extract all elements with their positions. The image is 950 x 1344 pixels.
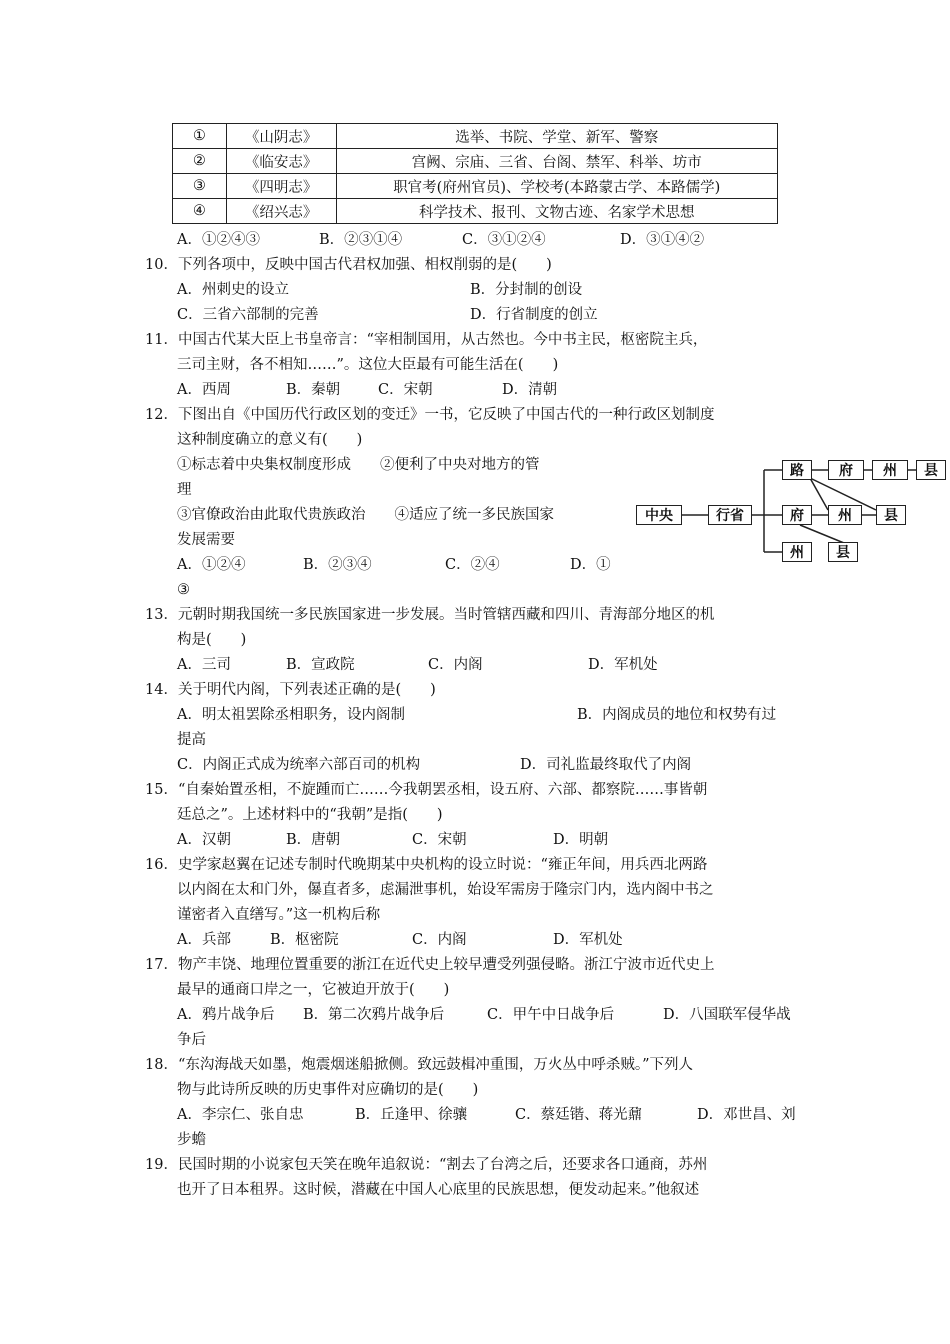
q17-option-b: B．第二次鸦片战争后 [303, 1007, 445, 1023]
q13-option-a: A．三司 [177, 657, 231, 673]
row-number: ① [173, 124, 227, 149]
xian-box-top: 县 [916, 460, 946, 480]
fu-box-middle: 府 [782, 505, 812, 525]
q12-option-a: A．①②④ [177, 557, 246, 573]
q14-option-a: A．明太祖罢除丞相职务，设内阁制 [177, 707, 405, 723]
q13-stem-line1: 13．元朝时期我国统一多民族国家进一步发展。当时管辖西藏和四川、青海部分地区的机 [145, 607, 715, 623]
q19-stem-line2: 也开了日本租界。这时候，潜藏在中国人心底里的民族思想，便发动起来。”他叙述 [177, 1182, 700, 1198]
zhou-box-top: 州 [872, 460, 908, 480]
lu-box: 路 [782, 460, 812, 480]
q19-stem-line1: 19．民国时期的小说家包天笑在晚年追叙说：“割去了台湾之后，还要求各口通商，苏州 [145, 1157, 708, 1173]
book-content: 科学技术、报刊、文物古迹、名家学术思想 [336, 199, 777, 224]
q11-option-c: C．宋朝 [378, 382, 433, 398]
table-row [173, 174, 778, 199]
q18-option-d: D．邓世昌、刘 [697, 1107, 796, 1123]
table-row [173, 199, 778, 224]
admin-division-diagram [632, 450, 946, 570]
book-title: 《山阴志》 [226, 124, 336, 149]
q14-option-b-cont: 提高 [177, 732, 206, 748]
q16-option-c: C．内阁 [412, 932, 467, 948]
q16-option-a: A．兵部 [177, 932, 231, 948]
q18-option-c: C．蔡廷锴、蒋光鼐 [515, 1107, 643, 1123]
zhou-box-middle: 州 [828, 505, 862, 525]
book-title: 《绍兴志》 [226, 199, 336, 224]
q12-option-d: D．① [570, 557, 611, 573]
q17-option-d: D．八国联军侵华战 [663, 1007, 791, 1023]
q12-option-b: B．②③④ [303, 557, 372, 573]
row-number: ④ [173, 199, 227, 224]
q15-option-d: D．明朝 [553, 832, 609, 848]
q15-option-b: B．唐朝 [286, 832, 341, 848]
book-content: 宫阙、宗庙、三省、台阁、禁军、科举、坊市 [336, 149, 777, 174]
q17-option-a: A．鸦片战争后 [177, 1007, 275, 1023]
q18-option-b: B．丘逢甲、徐骧 [355, 1107, 468, 1123]
q11-option-d: D．清朝 [502, 382, 558, 398]
xian-box-middle: 县 [876, 505, 906, 525]
q12-option-d-cont: ③ [177, 582, 190, 598]
q9-option-a: A．①②④③ [177, 232, 260, 248]
zhou-box-bottom: 州 [782, 542, 812, 562]
table-row [173, 124, 778, 149]
q17-stem-line2: 最早的通商口岸之一，它被迫开放于( ) [177, 982, 450, 998]
central-government-box: 中央 [636, 505, 682, 525]
row-number: ③ [173, 174, 227, 199]
q14-stem: 14．关于明代内阁，下列表述正确的是( ) [145, 682, 436, 698]
local-gazetteer-table [172, 123, 778, 224]
q16-option-d: D．军机处 [553, 932, 623, 948]
q18-stem-line2: 物与此诗所反映的历史事件对应确切的是( ) [177, 1082, 479, 1098]
q14-option-d: D．司礼监最终取代了内阁 [520, 757, 692, 773]
q9-option-b: B．②③①④ [319, 232, 403, 248]
q11-stem-line2: 三司主财，各不相知……”。这位大臣最有可能生活在( ) [177, 357, 559, 373]
q9-option-c: C．③①②④ [462, 232, 546, 248]
q12-option-c: C．②④ [445, 557, 500, 573]
q13-stem-line2: 构是( ) [177, 632, 247, 648]
q12-statement-line1: ①标志着中央集权制度形成 ②便利了中央对地方的管 [177, 457, 540, 473]
q15-stem-line2: 廷总之”。上述材料中的“我朝”是指( ) [177, 807, 443, 823]
q17-option-c: C．甲午中日战争后 [487, 1007, 615, 1023]
q17-stem-line1: 17．物产丰饶、地理位置重要的浙江在近代史上较早遭受列强侵略。浙江宁波市近代史上 [145, 957, 715, 973]
q9-option-d: D．③①④② [620, 232, 705, 248]
q15-option-a: A．汉朝 [177, 832, 231, 848]
q11-option-b: B．秦朝 [286, 382, 341, 398]
q10-stem: 10．下列各项中，反映中国古代君权加强、相权削弱的是( ) [145, 257, 552, 273]
book-title: 《四明志》 [226, 174, 336, 199]
q11-option-a: A．西周 [177, 382, 231, 398]
q17-option-d-cont: 争后 [177, 1032, 206, 1048]
q16-stem-line2: 以内阁在太和门外，儤直者多，虑漏泄事机，始设军需房于隆宗门内，选内阁中书之 [177, 882, 714, 898]
q13-option-b: B．宣政院 [286, 657, 355, 673]
book-title: 《临安志》 [226, 149, 336, 174]
q10-option-a: A．州刺史的设立 [177, 282, 289, 298]
q10-option-d: D．行省制度的创立 [470, 307, 598, 323]
q18-option-a: A．李宗仁、张自忠 [177, 1107, 304, 1123]
q18-stem-line1: 18．“东沟海战天如墨，炮震烟迷船掀侧。致远鼓楫冲重围，万火丛中呼杀贼。”下列人 [145, 1057, 694, 1073]
q13-option-c: C．内阁 [428, 657, 483, 673]
q13-option-d: D．军机处 [588, 657, 658, 673]
fu-box-top: 府 [828, 460, 864, 480]
table-row [173, 149, 778, 174]
q12-statement-line3: ③官僚政治由此取代贵族政治 ④适应了统一多民族国家 [177, 507, 554, 523]
q16-stem-line3: 谨密者入直缮写。”这一机构后称 [177, 907, 381, 923]
q12-stem-line2: 这种制度确立的意义有( ) [177, 432, 363, 448]
q11-stem-line1: 11．中国古代某大臣上书皇帝言：“宰相制国用，从古然也。今中书主民，枢密院主兵， [145, 332, 708, 348]
q16-option-b: B．枢密院 [270, 932, 339, 948]
province-box: 行省 [708, 505, 752, 525]
q14-option-b: B．内阁成员的地位和权势有过 [577, 707, 777, 723]
q12-stem-line1: 12．下图出自《中国历代行政区划的变迁》一书，它反映了中国古代的一种行政区划制度 [145, 407, 715, 423]
row-number: ② [173, 149, 227, 174]
q18-option-d-cont: 步蟾 [177, 1132, 206, 1148]
q15-stem-line1: 15．“自秦始置丞相，不旋踵而亡……今我朝罢丞相，设五府、六部、都察院……事皆朝 [145, 782, 708, 798]
book-content: 职官考(府州官员)、学校考(本路蒙古学、本路儒学) [336, 174, 777, 199]
q15-option-c: C．宋朝 [412, 832, 467, 848]
q12-statement-line4: 发展需要 [177, 532, 235, 548]
q16-stem-line1: 16．史学家赵翼在记述专制时代晚期某中央机构的设立时说：“雍正年间，用兵西北两路 [145, 857, 708, 873]
book-content: 选举、书院、学堂、新军、警察 [336, 124, 777, 149]
q10-option-c: C．三省六部制的完善 [177, 307, 319, 323]
q10-option-b: B．分封制的创设 [470, 282, 583, 298]
xian-box-bottom: 县 [828, 542, 858, 562]
q12-statement-line2: 理 [177, 482, 192, 498]
q14-option-c: C．内阁正式成为统率六部百司的机构 [177, 757, 421, 773]
